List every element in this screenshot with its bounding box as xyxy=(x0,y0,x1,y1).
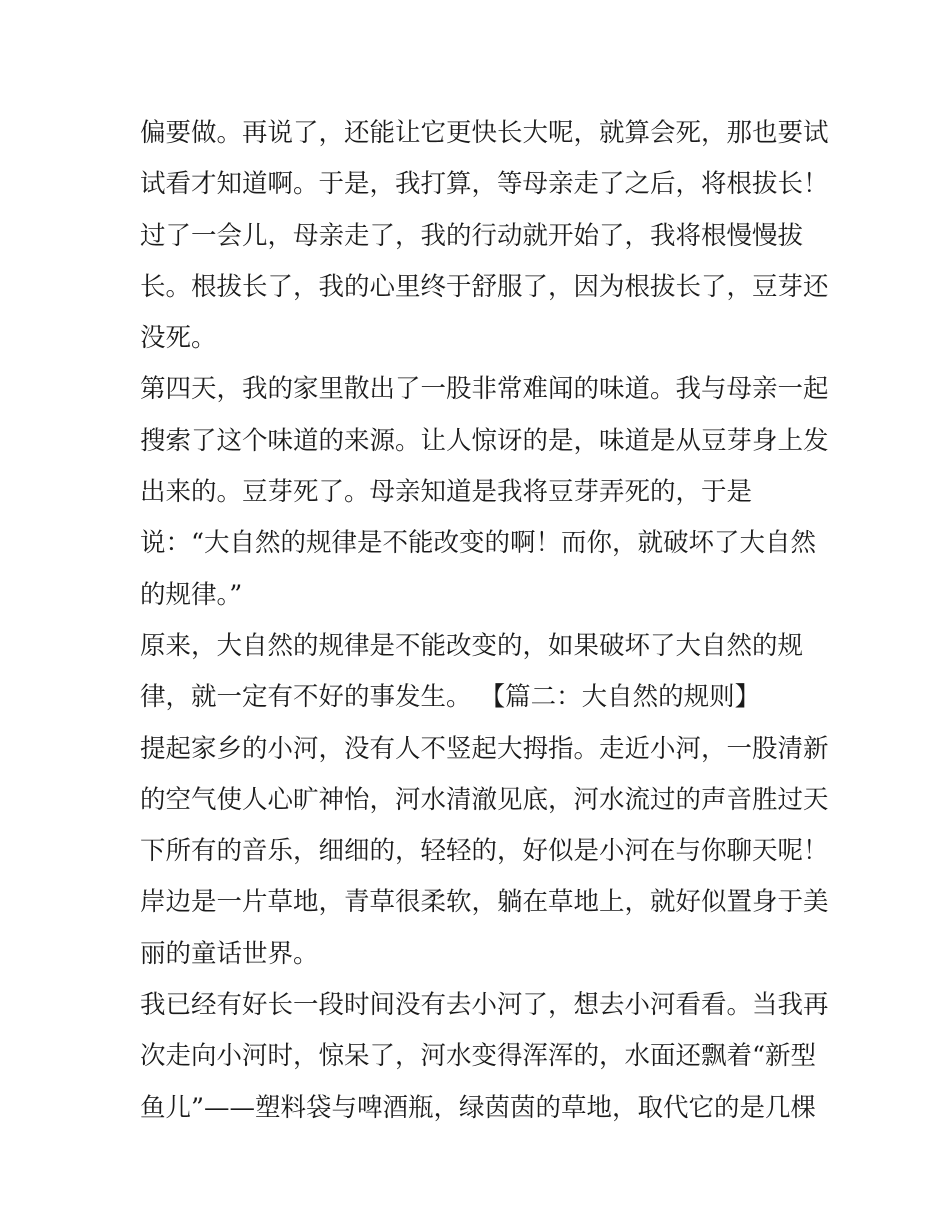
text-line: 过了一会儿，母亲走了，我的行动就开始了，我将根慢慢拔 xyxy=(140,220,804,251)
text-line: 说：“大自然的规律是不能改变的啊！而你，就破坏了大自然 xyxy=(140,528,817,559)
text-line: 原来，大自然的规律是不能改变的，如果破坏了大自然的规 xyxy=(140,630,804,661)
text-line: 长。根拔长了，我的心里终于舒服了，因为根拔长了，豆芽还 xyxy=(140,271,829,302)
text-line: 没死。 xyxy=(140,323,217,354)
essay-text xyxy=(140,108,829,1134)
text-line: 下所有的音乐，细细的，轻轻的，好似是小河在与你聊天呢！ xyxy=(140,836,829,867)
text-line: 第四天，我的家里散出了一股非常难闻的味道。我与母亲一起 xyxy=(140,374,829,405)
text-line: 律，就一定有不好的事发生。 【篇二：大自然的规则】 xyxy=(140,682,761,713)
text-line: 次走向小河时，惊呆了，河水变得浑浑的，水面还飘着“新型 xyxy=(140,1041,817,1072)
text-line: 的规律。” xyxy=(140,579,243,610)
text-line: 提起家乡的小河，没有人不竖起大拇指。走近小河，一股清新 xyxy=(140,733,829,764)
text-line: 搜索了这个味道的来源。让人惊讶的是，味道是从豆芽身上发 xyxy=(140,425,829,456)
text-line: 我已经有好长一段时间没有去小河了，想去小河看看。当我再 xyxy=(140,990,829,1021)
text-line: 丽的童话世界。 xyxy=(140,938,319,969)
text-line: 鱼儿”——塑料袋与啤酒瓶，绿茵茵的草地，取代它的是几棵 xyxy=(140,1092,817,1123)
text-line: 偏要做。再说了，还能让它更快长大呢，就算会死，那也要试 xyxy=(140,118,829,148)
text-line: 试看才知道啊。于是，我打算，等母亲走了之后，将根拔长！ xyxy=(140,169,829,200)
text-line: 出来的。豆芽死了。母亲知道是我将豆芽弄死的，于是 xyxy=(140,477,753,508)
text-line: 岸边是一片草地，青草很柔软，躺在草地上，就好似置身于美 xyxy=(140,887,829,918)
text-line: 的空气使人心旷神怡，河水清澈见底，河水流过的声音胜过天 xyxy=(140,784,829,815)
